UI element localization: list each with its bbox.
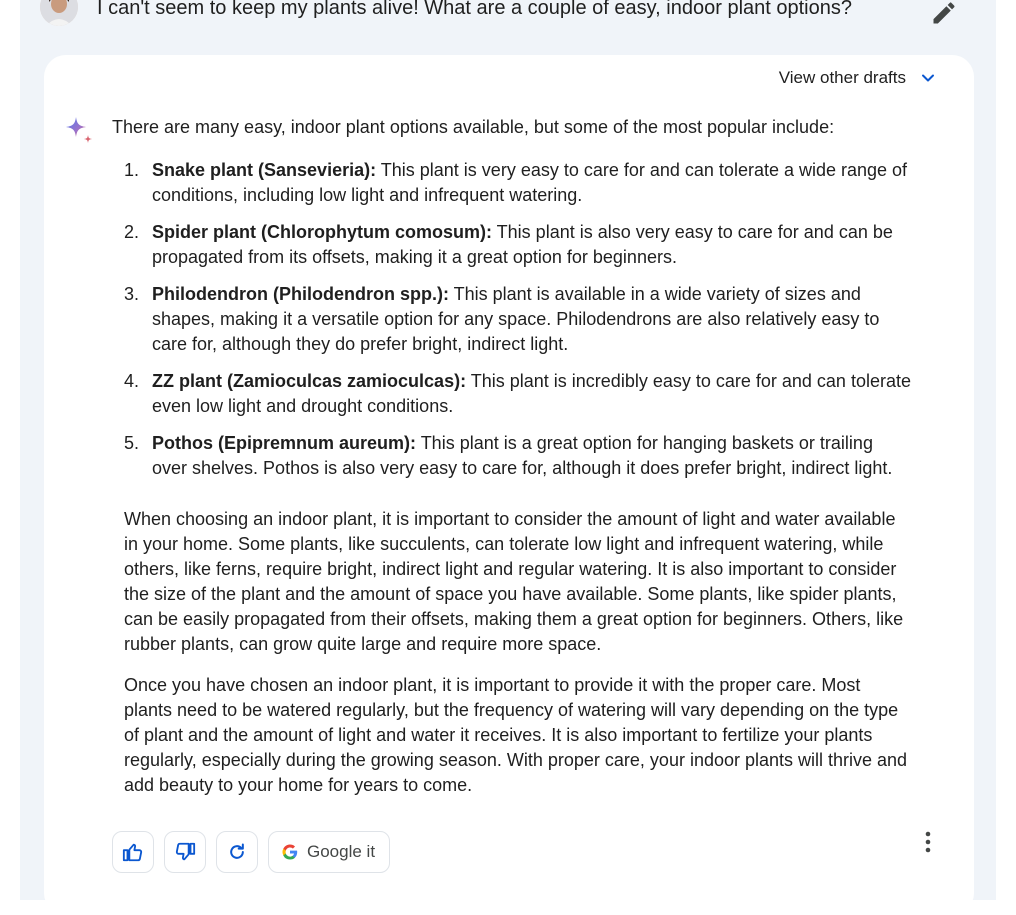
google-it-button[interactable] — [268, 831, 390, 873]
list-number: 2. — [124, 222, 140, 242]
google-g-icon — [281, 843, 299, 861]
plant-list — [112, 158, 912, 481]
list-number: 1. — [124, 160, 140, 180]
thumbs-up-icon — [122, 841, 144, 863]
plant-name: Philodendron (Philodendron spp.): — [152, 284, 449, 304]
google-it-label: Google it — [307, 842, 376, 861]
plant-description: This plant is incredibly easy to care for and can tolerate even low light and drought conditions. — [152, 371, 911, 416]
plant-description: This plant is also very easy to care for and can be propagated from its offsets, making it a great option for beginners. — [152, 222, 893, 267]
plant-description: This plant is very easy to care for and can tolerate a wide range of conditions, including low light and infrequent watering. — [152, 160, 908, 205]
thumbs-down-button[interactable] — [164, 831, 206, 873]
list-number: 4. — [124, 371, 140, 391]
edit-pencil-icon[interactable] — [930, 0, 958, 27]
list-item — [112, 431, 912, 481]
list-item — [112, 220, 912, 270]
list-item — [112, 158, 912, 208]
gemini-sparkle-icon — [64, 115, 96, 147]
view-drafts-label: View other drafts — [778, 68, 906, 87]
response-card — [44, 55, 974, 915]
list-item — [112, 282, 912, 357]
response-content — [112, 115, 912, 798]
plant-name: Spider plant (Chlorophytum comosum): — [152, 222, 492, 242]
thumbs-up-button[interactable] — [112, 831, 154, 873]
care-paragraph: Once you have chosen an indoor plant, it is important to provide it with the proper care. Most plants need to be watered regularly, but the frequency of watering will vary depending on the type of plant and the amount of light and water it receives. It is also important to fertilize your plants regularly, especially during the growing season. With proper care, your indoor plants will thrive and add beauty to your home for years to come. — [124, 675, 908, 795]
response-intro: There are many easy, indoor plant options available, but some of the most popular include: — [112, 117, 835, 137]
plant-description: This plant is available in a wide variety of sizes and shapes, making it a versatile option for any space. Philodendrons are also relatively easy to care for, although they do prefer bright, indirect light. — [152, 284, 880, 354]
view-other-drafts-button[interactable] — [779, 68, 938, 88]
choosing-paragraph: When choosing an indoor plant, it is important to consider the amount of light and water available in your home. Some plants, like succulents, can tolerate low light and infrequent watering, while others, like ferns, require bright, indirect light and regular watering. It is also important to consider the size of the plant and the amount of space you have available. Some plants, like spider plants, can be easily propagated from their offsets, making them a great option for beginners. Others, like rubber plants, can grow quite large and require more space. — [124, 509, 904, 654]
plant-name: Snake plant (Sansevieria): — [152, 160, 377, 180]
list-item — [112, 369, 912, 419]
plant-name: ZZ plant (Zamioculcas zamioculcas): — [152, 371, 467, 391]
plant-name: Pothos (Epipremnum aureum): — [152, 433, 417, 453]
list-number: 5. — [124, 433, 140, 453]
refresh-icon — [227, 842, 247, 862]
more-options-icon[interactable] — [916, 827, 940, 857]
user-prompt: I can't seem to keep my plants alive! What are a couple of easy, indoor plant options? — [97, 0, 852, 19]
plant-description: This plant is a great option for hanging baskets or trailing over shelves. Pothos is also very easy to care for, although it does prefer bright, indirect light. — [152, 433, 893, 478]
list-number: 3. — [124, 284, 140, 304]
thumbs-down-icon — [174, 841, 196, 863]
response-actions — [112, 831, 390, 873]
regenerate-button[interactable] — [216, 831, 258, 873]
chevron-down-icon — [918, 68, 938, 88]
